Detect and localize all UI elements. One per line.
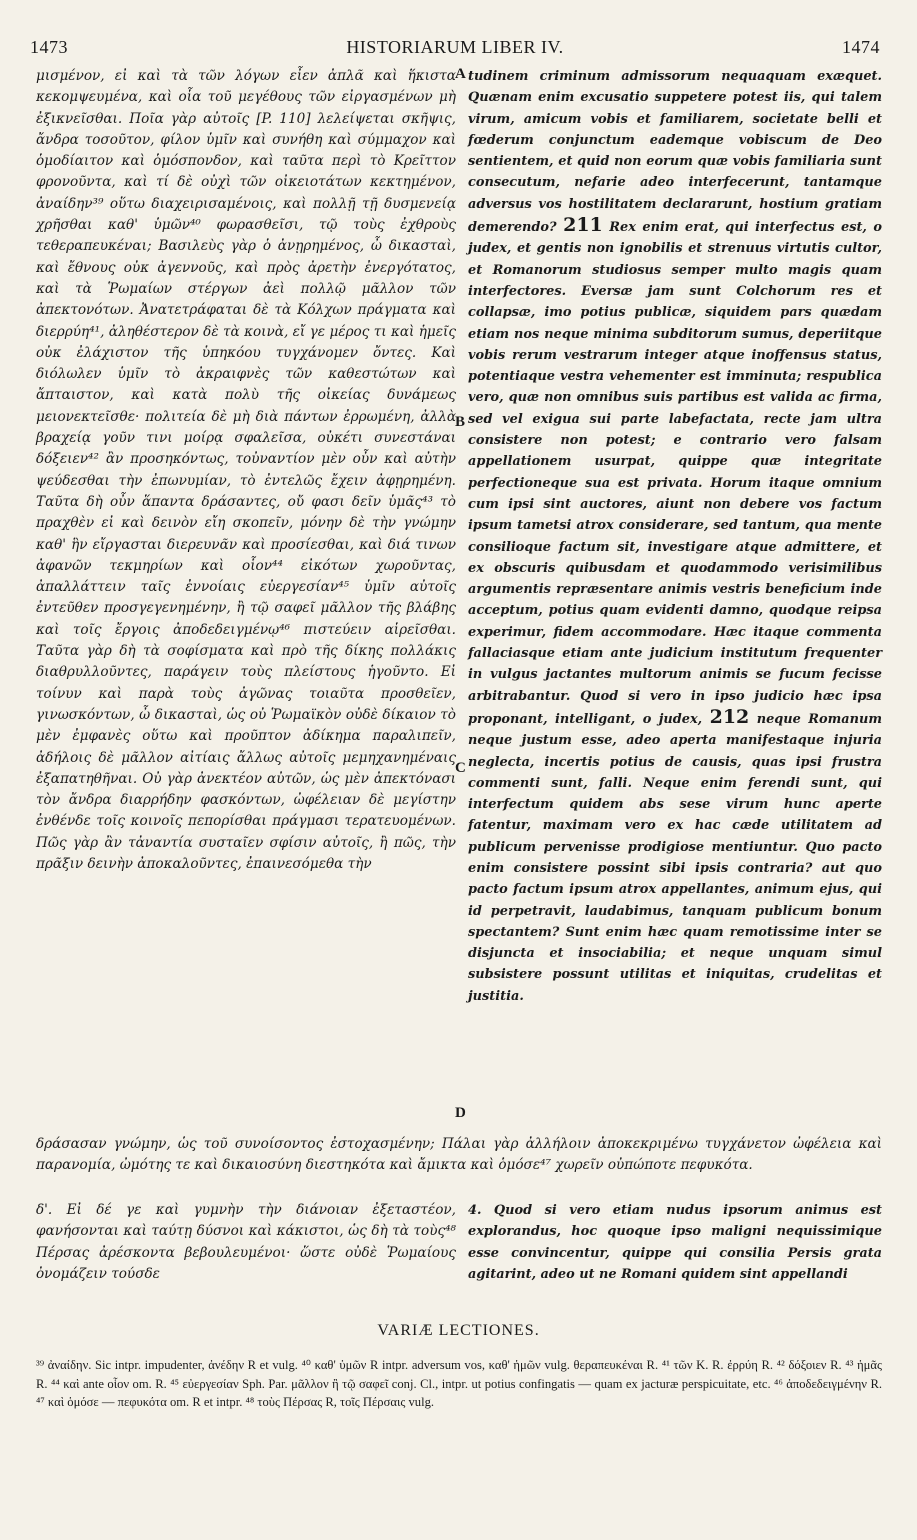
latin-text-3: neque Romanum neque justum esse, adeo aperta manifestaque injuria neglecta, incertis potius de causis, quas ipsi frustra commenti sunt, falli. Neque enim ferendi sunt, qui interfectum quidem abs sese virum hunc aperte fatentur, maximam vero ex hac cæde utilitatem ad publicum pervenisse prodigiose mentiuntur. Quo pacto enim consistere possint sibi ipsis contraria? aut quo pacto factum ipsum atrox appellantes, animum ejus, qui id perpetravit, laudabimus, tanquam publicum bonum spectantem? Sunt enim hæc quam remotissime inter se disjuncta et insociabilia; et neque unquam simul subsistere possunt utilitas et iniquitas, crudelitas et justitia.	[468, 711, 882, 1004]
latin-column	[468, 66, 882, 1007]
running-header	[30, 34, 880, 60]
margin-letter-c: C	[455, 760, 466, 776]
section-4-latin-text: 4. Quod si vero etiam nudus ipsorum animus est explorandus, hoc quoque ipso maligni nequissimique esse convincentur, quippe qui consilia Persis grata agitarint, adeo ut ne Romani quidem sint appellandi	[468, 1203, 882, 1282]
variae-lectiones-heading: VARIÆ LECTIONES.	[377, 1322, 540, 1339]
greek-text: μισμένον, εἰ καὶ τὰ τῶν λόγων εἶεν ἀπλᾶ καὶ ἥκιστα κεκομψευμένα, καὶ οἷα τοῦ μεγέθους τῶν εἰργασμένων μὴ ἐξικνεῖσθαι. Ποῖα γὰρ αὐτοῖς [P. 110] λελείψεται σκῆψις, ἄνδρα τοσοῦτον, φίλον ὑμῖν καὶ συνήθη καὶ σύμμαχον καὶ ὁμοδίαιτον καὶ ὁμόσπονδον, καὶ ταῦτα περὶ τὸ Κρεῖττον φρονοῦντα, καὶ τί δὲ οὐχὶ τῶν οἰκειοτάτων κεκτημένον, ἀναίδην³⁹ οὕτω διαχειρισαμένοις, καὶ πολλῇ τῇ δυσμενείᾳ χρῆσθαι καθ' ὑμῶν⁴⁰ φωρασθεῖσι, τῷ τοὺς ἐχθροὺς τεθεραπευκέναι; Βασιλεὺς γὰρ ὁ ἀνῃρημένος, ὦ δικασταὶ, καὶ ἔθνους οὐκ ἀγεννοῦς, καὶ πρὸς ἀρετὴν ἐνεργότατος, καὶ τὰ Ῥωμαίων στέργων ἀεὶ πολλῷ μᾶλλον τῶν ἀπεκτονότων. Ἀνατετράφαται δὲ τὰ Κόλχων πράγματα καὶ διερρύη⁴¹, ἀληθέστερον δὲ τὰ κοινὰ, εἴ γε μέρος τι καὶ ἡμεῖς οὐκ ἐλάχιστον τῆς ὑπηκόου τυγχάνομεν ὄντες. Καὶ διόλωλεν ὑμῖν τὸ ἀκραιφνὲς τῶν καθεστώτων καὶ ἄπταιστον, καὶ κατὰ πολὺ τῆς οἰκείας δυνάμεως μειονεκτεῖσθε· πολιτεία δὲ μὴ διὰ πάντων ἐρρωμένη, ἀλλὰ βραχείᾳ γοῦν τινι μοίρᾳ σφαλεῖσα, οὐκέτι συνεστάναι δόξειεν⁴² ἂν προσηκόντως, τοὐναντίον μὲν οὖν καὶ αὐτὴν ψεύδεσθαι τὴν ἐπωνυμίαν, τὸ ἐντελῶς ἔχειν ἀφῃρημένη. Ταῦτα δὴ οὖν ἅπαντα δράσαντες, οὔ φασι δεῖν ὑμᾶς⁴³ τὸ πραχθὲν εἰ καὶ δεινὸν εἴη σκοπεῖν, μόνην δὲ τὴν γνώμην καθ' ἣν εἴργασται διερευνᾶν καὶ προσίεσθαι, καὶ διά τινων ἀφανῶν τεκμηρίων καὶ οἷον⁴⁴ εἰκότων χωροῦντας, ἀπαλλάττειν ταῖς ἐννοίαις εὐεργεσίαν⁴⁵ ὑμῖν αὐτοῖς ἐντεῦθεν προσγεγενημένην, ἢ τῷ σαφεῖ μᾶλλον τῆς βλάβης καὶ τοῖς ἔργοις ἀποδεδειγμένῳ⁴⁶ πιστεύειν αἱρεῖσθαι. Ταῦτα γὰρ δὴ τὰ σοφίσματα καὶ πρὸ τῆς δίκης πολλάκις διαθρυλλοῦντες, παράγειν τοὺς πλείστους ἡγοῦντο. Εἰ τοίνυν καὶ παρὰ τοὺς ἀγῶνας τοιαῦτα προσθεῖεν, γινωσκόντων, ὦ δικασταὶ, ὡς οὐ Ῥωμαϊκὸν οὐδὲ δίκαιον τὸ μὲν ἐμφανὲς οὕτω καὶ προῦπτον ἀδίκημα παραλιπεῖν, ἀδήλοις δὲ μᾶλλον αἰτίαις ἄλλως αὐτοῖς μεμηχανημέναις ἐξαπατηθῆναι. Οὐ γὰρ ἀνεκτέον αὐτῶν, ὡς μὲν ἀπεκτόνασι τὸν ἄνδρα διαρρήδην φασκόντων, ὠφέλειαν δὲ μεγίστην ἐνθένδε τοῖς κοινοῖς πεπορίσθαι πράγμασι τερατευομένων. Πῶς γὰρ ἂν τἀναντία συσταῖεν σφίσιν αὐτοῖς, ἢ πῶς, τὴν πρᾶξιν δεινὴν ἀποκαλοῦντες, ἐπαινεσόμεθα τὴν	[36, 68, 456, 872]
marginal-number-211: 211	[563, 214, 603, 237]
greek-continuation: δράσασαν γνώμην, ὡς τοῦ συνοίσοντος ἐστοχασμένην; Πάλαι γὰρ ἀλλήλοιν ἀποκεκριμένω τυγχάνετον ὠφέλεια καὶ παρανομία, ὠμότης τε καὶ δικαιοσύνη διεστηκότα καὶ ἄμικτα καὶ ὁμόσε⁴⁷ χωρεῖν οὐπώποτε πεφυκότα.	[36, 1136, 882, 1174]
running-title: HISTORIARUM LIBER IV.	[346, 36, 564, 57]
left-page-number: 1473	[30, 36, 68, 57]
section-4-greek-text: δ'. Εἰ δέ γε καὶ γυμνὴν τὴν διάνοιαν ἐξεταστέον, φανήσονται καὶ ταύτῃ δύσνοι καὶ κάκιστοι, ὡς δὴ τὰ τοὺς⁴⁸ Πέρσας ἀρέσκοντα βεβουλευμένοι· ὥστε οὐδὲ Ῥωμαίους ὀνομάζειν τούσδε	[36, 1202, 456, 1282]
latin-paragraph	[468, 66, 882, 1007]
margin-letter-a: A	[455, 66, 466, 82]
variae-notes-text: ³⁹ ἀναίδην. Sic intpr. impudenter, ἀνέδην R et vulg. ⁴⁰ καθ' ὑμῶν R intpr. adversum vos, καθ' ἡμῶν vulg. θεραπευκέναι R. ⁴¹ τῶν K. R. ἐρρύη R. ⁴² δόξοιεν R. ⁴³ ἡμᾶς R. ⁴⁴ καὶ ante οἷον om. R. ⁴⁵ εὐεργεσίαν Sph. Par. μᾶλλον ἢ τῷ σαφεῖ conj. Cl., intpr. ut potius confingatis — quam ex jacturæ perspicuitate, etc. ⁴⁶ ἀποδεδειγμένην R. ⁴⁷ καὶ ὁμόσε — πεφυκότα om. R et intpr. ⁴⁸ τοὺς Πέρσας R, τοῖς Πέρσαις vulg.	[36, 1358, 882, 1410]
latin-text-2: Rex enim erat, qui interfectus est, o judex, et gentis non ignobilis et strenuus virtutis cultor, et Romanorum studiosus semper multo magis quam interfectores. Eversæ jam sunt Colchorum res et collapsæ, imo potius publicæ, siquidem pars quædam etiam nos neque minima subditorum sumus, deperiitque vobis rerum vestrarum integer atque inoffensus status, potentiaque vestra vehementer est imminuta; respublica vero, quæ non omnibus suis partibus est valida ac firma, sed vel exigua sui parte labefactata, recte jam ultra consistere non potest; e contrario vero falsam appellationem usurpat, quippe quæ integritate perfectioneque sua est privata. Horum itaque omnium cum ipsi sint auctores, aiunt non debere vos factum ipsum tametsi atrox considerare, sed tantum, qua mente consilioque factum sit, investigare atque admittere, et ex obscuris quibusdam et quodammodo verisimilibus argumentis repræsentare animis vestris beneficium inde acceptum, potius quam evidenti damno, quodque reipsa experimur, fidem accommodare. Hæc itaque commenta fallaciasque etiam ante judicium institutum frequenter in vulgus jactantes multorum animis se fucum fecisse arbitrabantur. Quod si vero in ipso judicio hæc ipsa proponant, intelligant, o judex,	[468, 220, 882, 727]
section-4-greek	[36, 1200, 456, 1285]
greek-column	[36, 66, 456, 875]
margin-letter-b: B	[455, 414, 466, 430]
margin-letter-d: D	[455, 1105, 466, 1121]
marginal-number-212: 212	[709, 705, 750, 728]
right-page-number: 1474	[842, 36, 880, 57]
latin-text-1: tudinem criminum admissorum nequaquam exæquet. Quænam enim excusatio suppetere potest iis, qui talem virum, amicum vobis et familiarem, societate belli et fœderum conjunctum eademque vobiscum de Deo sentientem, et quid non eorum quæ vobis familiaria sunt consecutum, nefarie adeo interfecerunt, tantamque adversus vos hostilitatem declararunt, hostium gratiam demerendo?	[468, 69, 882, 236]
variae-lectiones-notes	[36, 1356, 882, 1412]
section-4-latin	[468, 1200, 882, 1285]
